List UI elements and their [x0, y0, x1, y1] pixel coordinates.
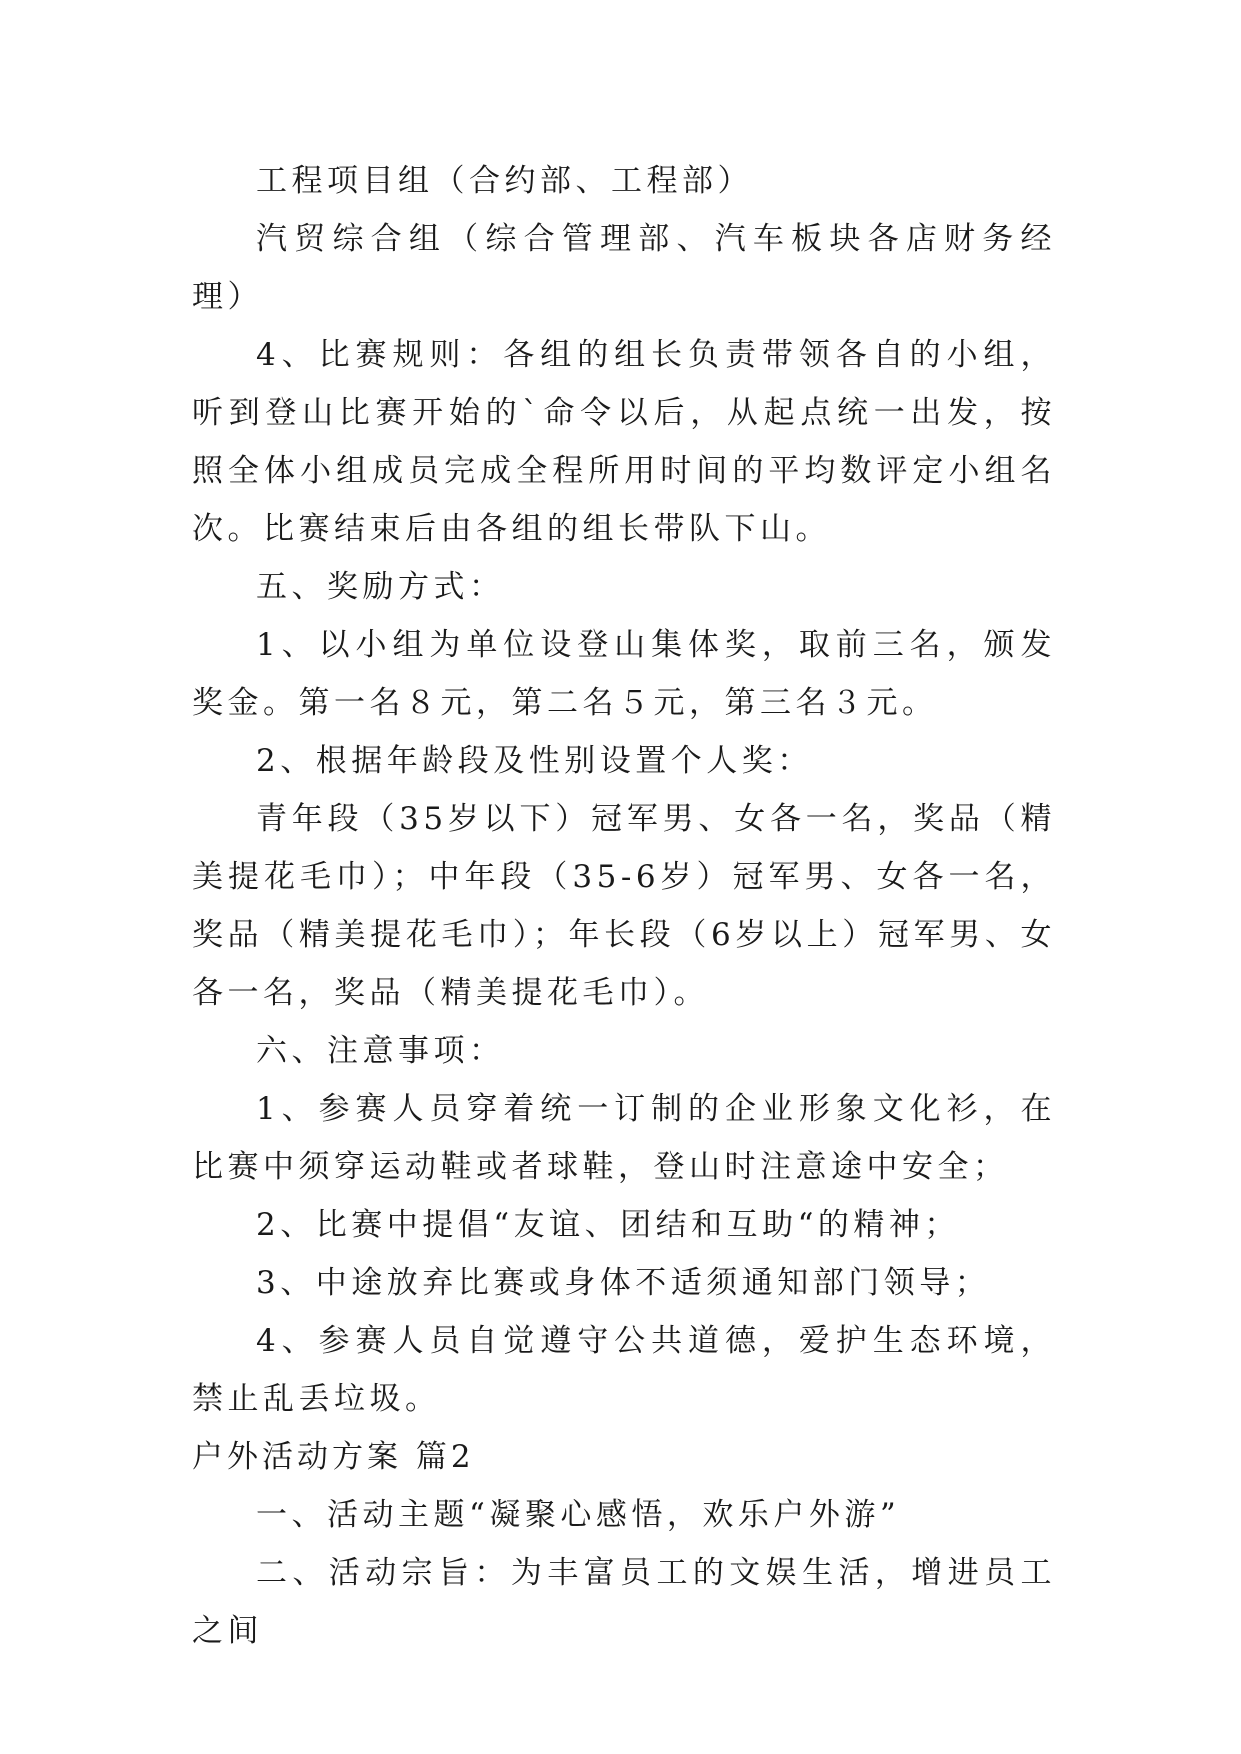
paragraph-age-brackets: 青年段（35岁以下）冠军男、女各一名，奖品（精美提花毛巾）；中年段（35-6岁）冠军男、女各一名，奖品（精美提花毛巾）；年长段（6岁以上）冠军男、女各一名，奖品（精美提花毛巾）。	[192, 801, 1056, 1011]
paragraph-groups-auto-trade: 汽贸综合组（综合管理部、汽车板块各店财务经理）	[192, 221, 1056, 315]
paragraph-note-4: 4、参赛人员自觉遵守公共道德，爱护生态环境，禁止乱丢垃圾。	[192, 1323, 1056, 1417]
paragraph-activity-purpose: 二、活动宗旨：为丰富员工的文娱生活，增进员工之间	[192, 1555, 1056, 1649]
paragraph-group-award: 1、以小组为单位设登山集体奖，取前三名，颁发奖金。第一名８元，第二名５元，第三名３元。	[192, 627, 1056, 721]
paragraph-groups-engineering: 工程项目组（合约部、工程部）	[256, 163, 753, 199]
paragraph-activity-theme: 一、活动主题“凝聚心感悟，欢乐户外游”	[256, 1497, 901, 1533]
section-heading-rewards: 五、奖励方式：	[256, 569, 505, 605]
plan-title-part-2: 户外活动方案 篇2	[192, 1439, 475, 1475]
paragraph-individual-award: 2、根据年龄段及性别设置个人奖：	[256, 743, 813, 779]
paragraph-note-3: 3、中途放弃比赛或身体不适须通知部门领导；	[256, 1265, 991, 1301]
paragraph-note-1: 1、参赛人员穿着统一订制的企业形象文化衫，在比赛中须穿运动鞋或者球鞋，登山时注意途中安全；	[192, 1091, 1056, 1185]
paragraph-competition-rules: 4、比赛规则：各组的组长负责带领各自的小组，听到登山比赛开始的`命令以后，从起点统一出发，按照全体小组成员完成全程所用时间的平均数评定小组名次。比赛结束后由各组的组长带队下山。	[192, 337, 1056, 547]
section-heading-notes: 六、注意事项：	[256, 1033, 505, 1069]
paragraph-note-2: 2、比赛中提倡“友谊、团结和互助“的精神；	[256, 1207, 960, 1243]
document-body	[192, 152, 1056, 1660]
